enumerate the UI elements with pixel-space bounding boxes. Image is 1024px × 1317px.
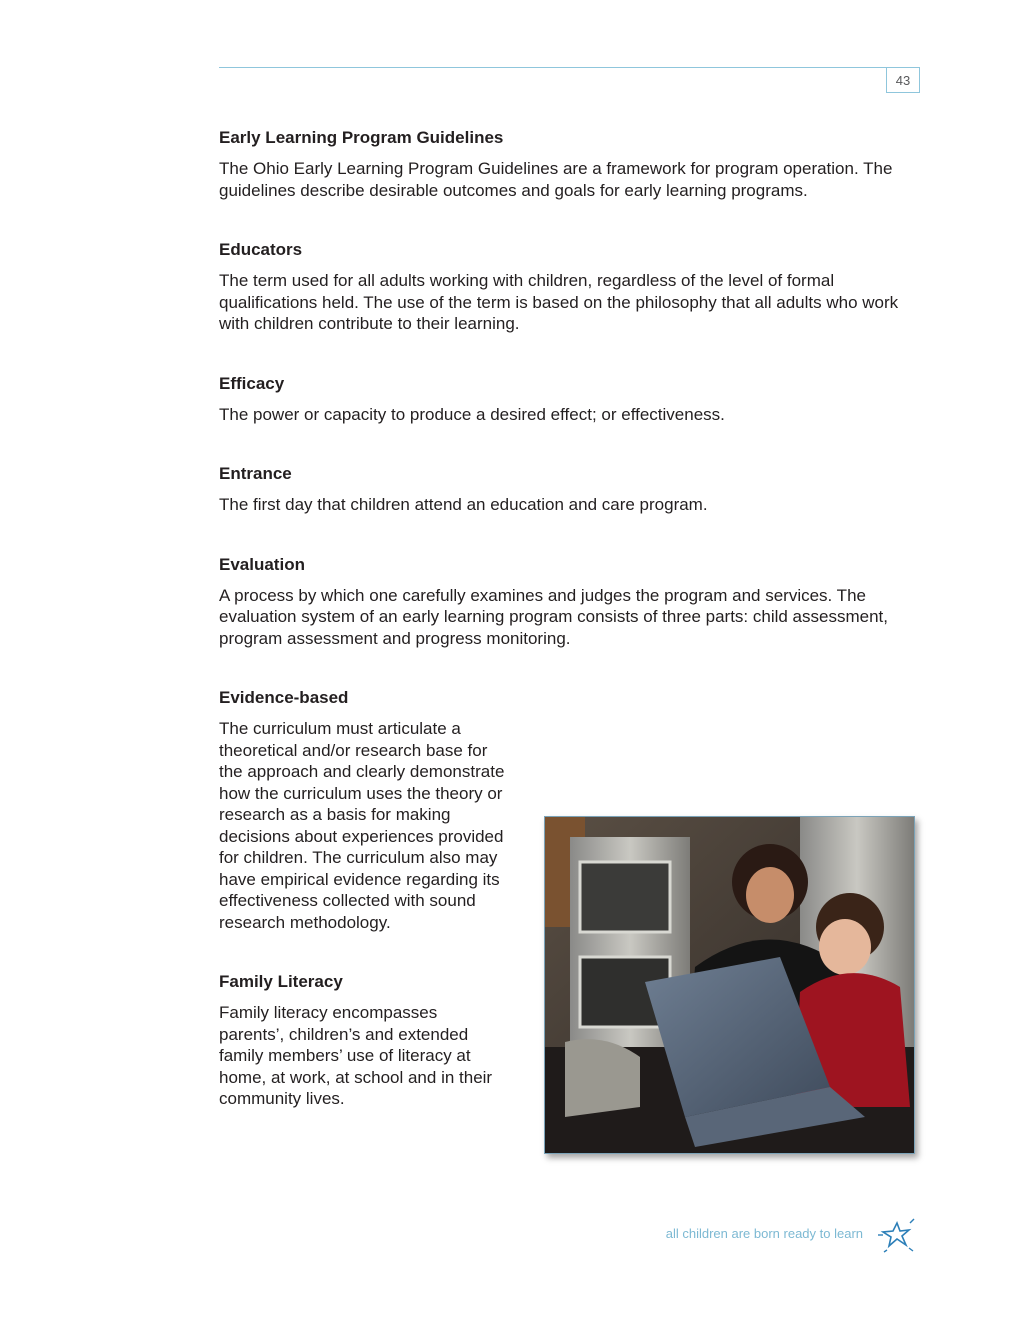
page-number: 43 xyxy=(886,67,920,93)
entry-term: Efficacy xyxy=(219,373,285,393)
kitchen-laptop-illustration xyxy=(545,817,914,1153)
entry-term: Educators xyxy=(219,240,303,259)
entry-term: Evidence-based xyxy=(219,688,349,707)
photo-parent-child-laptop xyxy=(544,816,915,1154)
entry-term: Family Literacy xyxy=(219,972,343,991)
star-burst-icon xyxy=(876,1217,918,1253)
glossary-entry xyxy=(219,127,921,201)
entry-definition: The Ohio Early Learning Program Guidelines are a framework for program operation. The guidelines describe desirable outcomes and goals for early learning programs. xyxy=(219,159,893,200)
glossary-entry xyxy=(219,373,921,426)
glossary-entry xyxy=(219,463,921,516)
entry-definition: The curriculum must articulate a theoretical and/or research base for the approach and clearly demonstrate how the curriculum uses the theory or research as a basis for making decisions about experiences provided for children. The curriculum also may have empirical evidence regarding its effectiveness collected with sound research methodology. xyxy=(219,719,505,932)
footer-tagline: all children are born ready to learn xyxy=(665,1226,863,1241)
entry-definition: Family literacy encompasses parents’, children’s and extended family members’ use of literacy at home, at work, at school and in their community lives. xyxy=(219,1003,493,1108)
glossary-entry xyxy=(219,554,921,650)
entry-definition: The first day that children attend an education and care program. xyxy=(219,495,708,514)
glossary-entry xyxy=(219,971,499,1110)
entry-definition: The power or capacity to produce a desired effect; or effectiveness. xyxy=(219,404,725,424)
entry-definition: The term used for all adults working with children, regardless of the level of formal qualifications held. The use of the term is based on the philosophy that all adults who work with children contribute to their learning. xyxy=(219,271,899,333)
header-rule xyxy=(219,67,887,68)
entry-definition: A process by which one carefully examines and judges the program and services. The evaluation system of an early learning program consists of three parts: child assessment, program assessment and progress monitoring. xyxy=(219,585,888,648)
entry-term: Early Learning Program Guidelines xyxy=(219,128,504,147)
entry-term: Entrance xyxy=(219,464,292,483)
entry-term: Evaluation xyxy=(219,554,305,574)
glossary-entry xyxy=(219,239,921,335)
